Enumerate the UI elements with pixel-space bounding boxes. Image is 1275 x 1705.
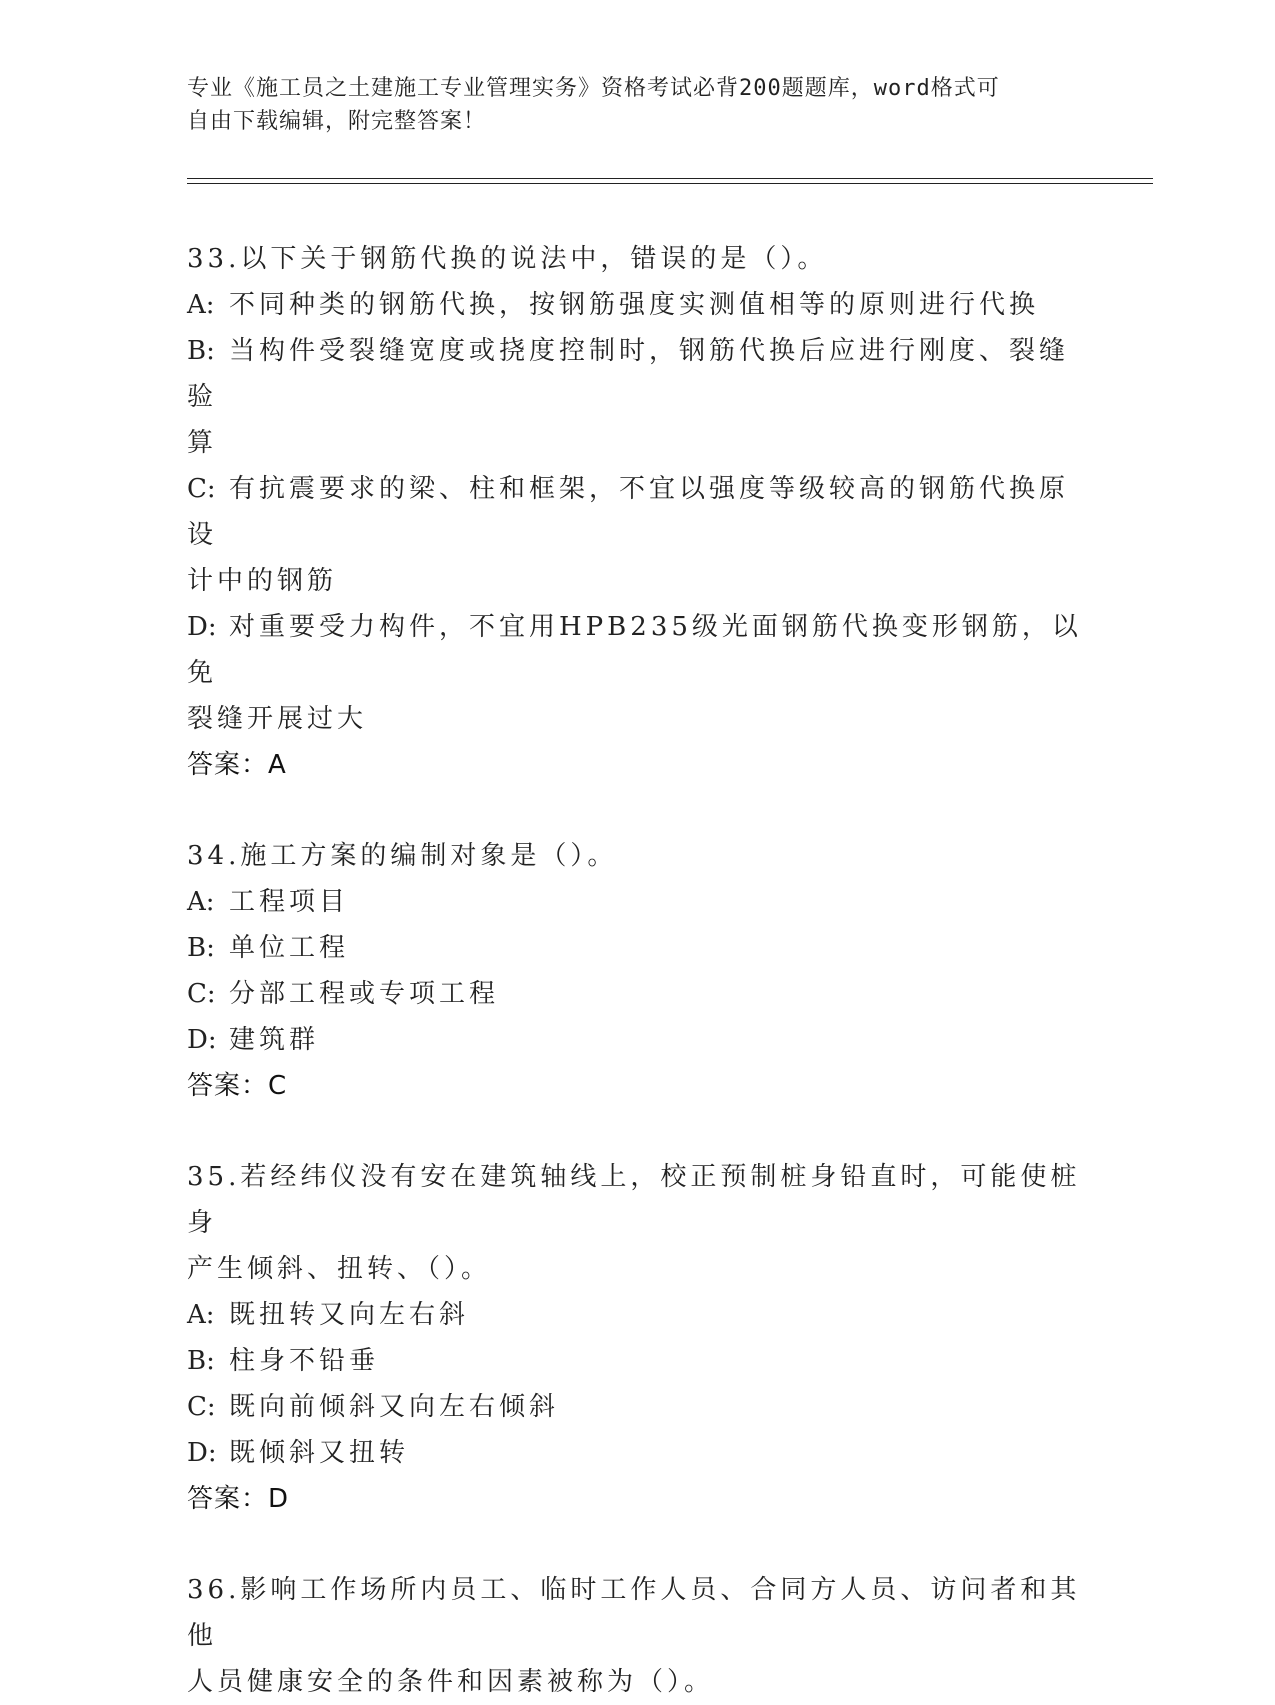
option-letter: C: xyxy=(187,474,216,504)
option-letter: A: xyxy=(187,887,215,917)
header-line-1: 专业《施工员之土建施工专业管理实务》资格考试必背200题题库，word格式可 xyxy=(187,76,1000,101)
option-line xyxy=(187,1017,1087,1063)
option-letter: A: xyxy=(187,290,215,320)
option-line xyxy=(187,1430,1087,1476)
option-text: 当构件受裂缝宽度或挠度控制时，钢筋代换后应进行刚度、裂缝验 xyxy=(187,336,1070,412)
option-line xyxy=(187,604,1087,696)
option-text: 计中的钢筋 xyxy=(187,566,338,596)
option-letter: D: xyxy=(187,612,217,642)
option-text: 不同种类的钢筋代换，按钢筋强度实测值相等的原则进行代换 xyxy=(229,290,1040,320)
option-text: 柱身不铅垂 xyxy=(229,1346,380,1376)
question-text: 36.影响工作场所内员工、临时工作人员、合同方人员、访问者和其他 xyxy=(187,1575,1081,1651)
option-text: 既扭转又向左右斜 xyxy=(229,1300,470,1330)
question-text: 人员健康安全的条件和因素被称为（）。 xyxy=(187,1667,715,1697)
option-line xyxy=(187,1292,1087,1338)
option-letter: C: xyxy=(187,979,216,1009)
question-text: 35.若经纬仪没有安在建筑轴线上，校正预制桩身铅直时，可能使桩身 xyxy=(187,1162,1081,1238)
question-spacer xyxy=(187,788,1087,833)
question-block xyxy=(187,236,1087,788)
answer-line: 答案：A xyxy=(187,750,287,780)
option-text: 既倾斜又扭转 xyxy=(229,1438,410,1468)
option-text: 工程项目 xyxy=(229,887,350,917)
option-line xyxy=(187,1384,1087,1430)
option-text: 既向前倾斜又向左右倾斜 xyxy=(229,1392,560,1422)
option-letter: B: xyxy=(187,336,215,366)
option-line xyxy=(187,696,1087,742)
question-block xyxy=(187,1567,1087,1705)
question-spacer xyxy=(187,1109,1087,1154)
option-text: 对重要受力构件，不宜用HPB235级光面钢筋代换变形钢筋，以免 xyxy=(187,612,1082,688)
option-letter: D: xyxy=(187,1025,217,1055)
option-letter: B: xyxy=(187,1346,215,1376)
option-line xyxy=(187,1338,1087,1384)
option-line xyxy=(187,328,1087,420)
header-divider-top xyxy=(187,178,1153,179)
option-line xyxy=(187,420,1087,466)
option-text: 单位工程 xyxy=(229,933,350,963)
question-text: 产生倾斜、扭转、（）。 xyxy=(187,1254,492,1284)
question-block xyxy=(187,833,1087,1109)
answer-line: 答案：D xyxy=(187,1484,290,1514)
option-text: 裂缝开展过大 xyxy=(187,704,368,734)
option-line xyxy=(187,558,1087,604)
question-text: 33.以下关于钢筋代换的说法中，错误的是（）。 xyxy=(187,244,828,274)
option-text: 建筑群 xyxy=(229,1025,320,1055)
option-line xyxy=(187,879,1087,925)
document-header xyxy=(187,72,1067,138)
option-line xyxy=(187,282,1087,328)
option-letter: D: xyxy=(187,1438,217,1468)
option-letter: C: xyxy=(187,1392,216,1422)
question-list xyxy=(187,236,1087,1705)
option-letter: A: xyxy=(187,1300,215,1330)
option-line xyxy=(187,971,1087,1017)
option-text: 分部工程或专项工程 xyxy=(229,979,500,1009)
header-line-2: 自由下载编辑，附完整答案！ xyxy=(187,109,487,134)
option-line xyxy=(187,925,1087,971)
question-block xyxy=(187,1154,1087,1522)
question-text: 34.施工方案的编制对象是（）。 xyxy=(187,841,618,871)
option-letter: B: xyxy=(187,933,215,963)
question-spacer xyxy=(187,1522,1087,1567)
header-divider-bottom xyxy=(187,183,1153,184)
option-text: 算 xyxy=(187,428,218,458)
answer-line: 答案：C xyxy=(187,1071,288,1101)
option-line xyxy=(187,466,1087,558)
option-text: 有抗震要求的梁、柱和框架，不宜以强度等级较高的钢筋代换原设 xyxy=(187,474,1070,550)
